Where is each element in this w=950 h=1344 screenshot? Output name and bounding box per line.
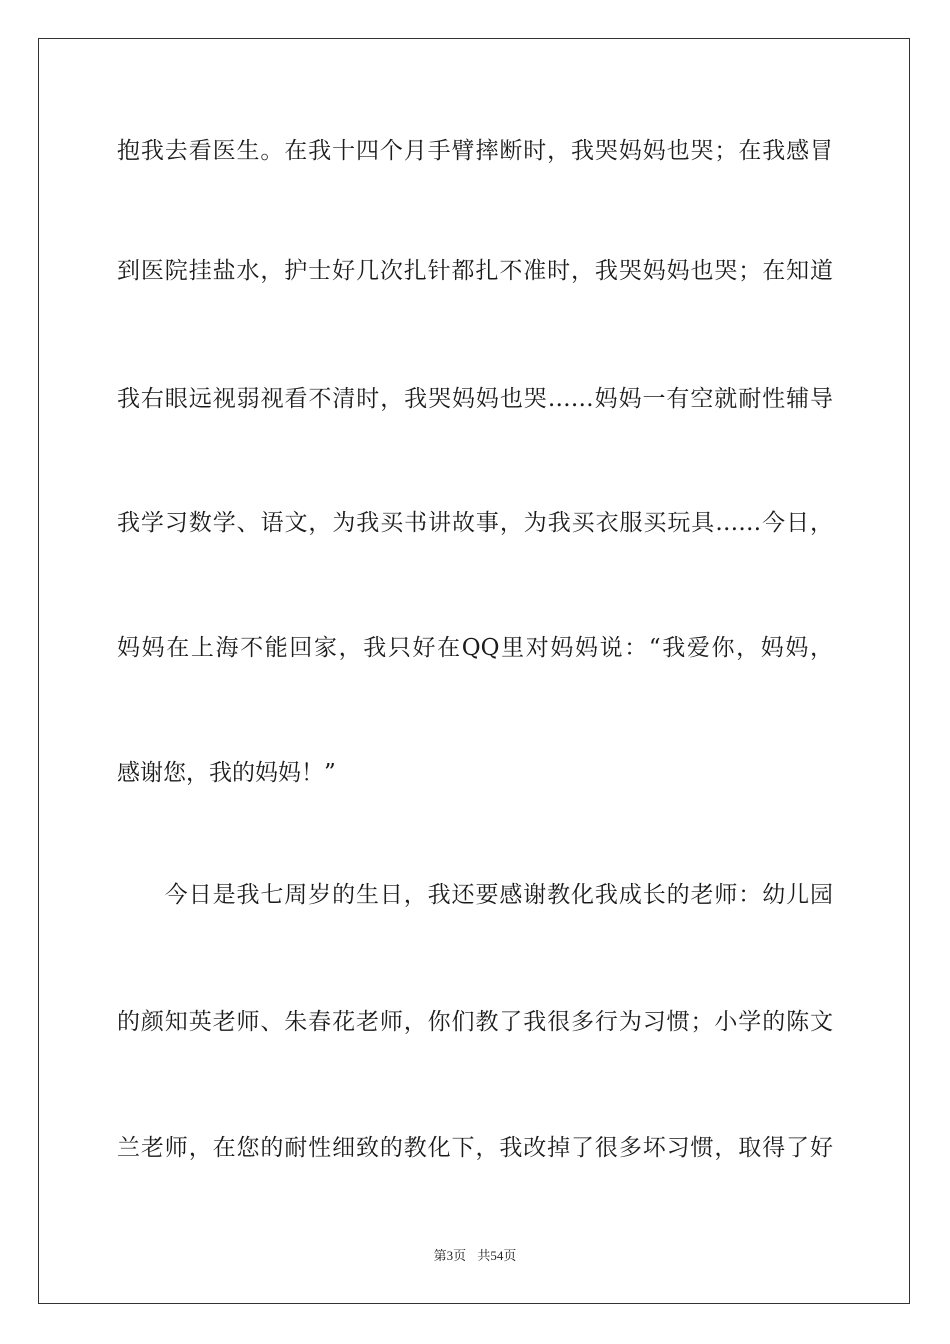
text-line-2: 到医院挂盐水，护士好几次扎针都扎不准时，我哭妈妈也哭；在知道 — [117, 258, 833, 284]
page-footer — [0, 1247, 950, 1265]
page-number: 第3页 — [433, 1248, 467, 1263]
text-line-6: 感谢您，我的妈妈！” — [117, 760, 336, 786]
text-line-1: 抱我去看医生。在我十四个月手臂摔断时，我哭妈妈也哭；在我感冒 — [117, 138, 833, 164]
page-frame — [38, 38, 910, 1304]
text-line-9: 兰老师，在您的耐性细致的教化下，我改掉了很多坏习惯，取得了好 — [117, 1135, 833, 1161]
text-line-3: 我右眼远视弱视看不清时，我哭妈妈也哭……妈妈一有空就耐性辅导 — [117, 386, 833, 412]
text-line-5: 妈妈在上海不能回家，我只好在QQ里对妈妈说：“我爱你，妈妈， — [117, 635, 833, 661]
text-line-8: 的颜知英老师、朱春花老师，你们教了我很多行为习惯；小学的陈文 — [117, 1009, 833, 1035]
text-line-7: 今日是我七周岁的生日，我还要感谢教化我成长的老师：幼儿园 — [117, 882, 833, 908]
total-pages: 共54页 — [477, 1248, 517, 1263]
text-line-4: 我学习数学、语文，为我买书讲故事，为我买衣服买玩具……今日， — [117, 510, 833, 536]
